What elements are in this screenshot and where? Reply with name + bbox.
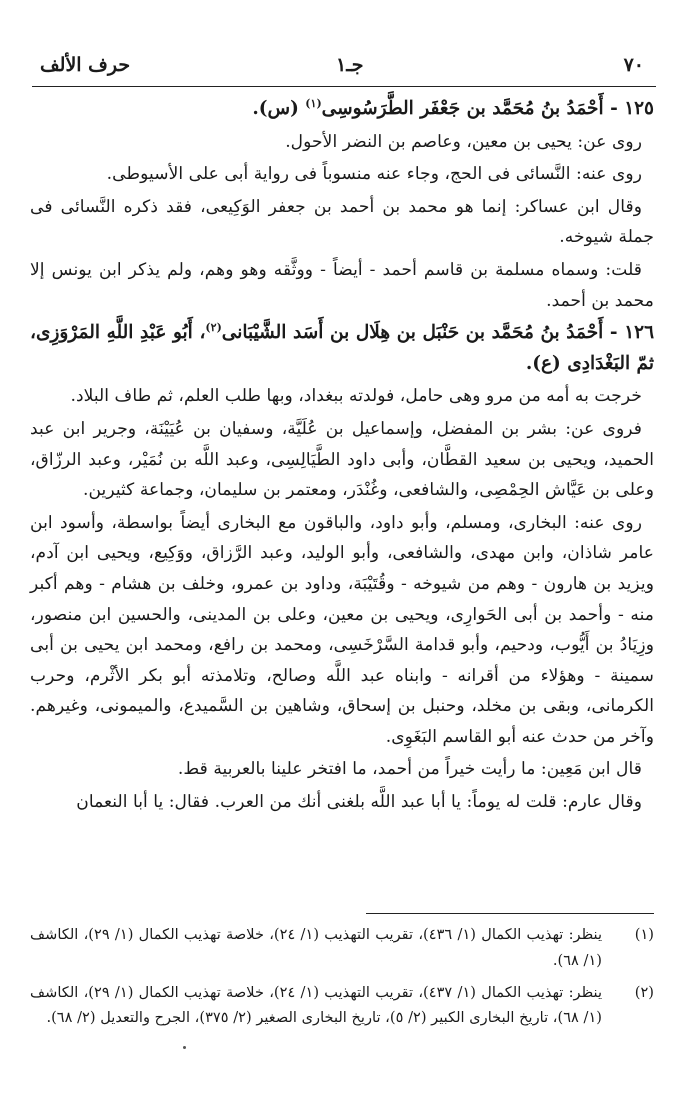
section-title: حرف الألف: [40, 54, 131, 76]
footnotes: [30, 922, 654, 1031]
footnote-1: [30, 922, 654, 974]
paragraph: خرجت به أمه من مرو وهى حامل، فولدته ببغداد، وبها طلب العلم، ثم طاف البلاد.: [70, 386, 642, 407]
footnote-separator: [366, 913, 654, 914]
footnote-number: (٢): [634, 983, 654, 1001]
running-header: [40, 50, 644, 84]
paragraph: قال ابن مَعِين: ما رأيت خيراً من أحمد، ما افتخر علينا بالعربية قط.: [177, 759, 642, 780]
entry-125-title: ١٢٥ - أَحْمَدُ بنُ مُحَمَّد بن جَعْفَر الطَّرَسُوسِى$^{(١)}$ (س).: [252, 96, 654, 119]
volume-label: جـ١: [336, 54, 364, 76]
paragraph: فروى عن: بشر بن المفضل، وإسماعيل بن عُلَيَّة، وسفيان بن عُيَيْنَة، وجرير ابن عبد الحميد، ويحيى بن سعيد القطَّان، وأبى داود الطَّيَالِسِى، وعبد اللَّه بن نُمَيْر، وعبد الرزّاق، وعلى بن عَيَّاش الحِمْصِى، والشافعى، وغُنْدَر، ومعتمر بن سليمان، وجماعة كثيرين.: [30, 418, 654, 501]
header-rule: [32, 86, 656, 87]
footnote-text: ينظر: تهذيب الكمال (١/ ٤٣٦)، تقريب التهذيب (١/ ٢٤)، خلاصة تهذيب الكمال (١/ ٢٩)، الكاشف (١/ ٦٨).: [30, 926, 603, 969]
paragraph: وقال ابن عساكر: إنما هو محمد بن أحمد بن جعفر الوَكِيعى، فقد ذكره النَّسائى فى جملة شيوخه.: [30, 196, 654, 248]
paragraph: روى عنه: النَّسائى فى الحج، وجاء عنه منسوباً فى رواية أبى على الأسيوطى.: [106, 164, 642, 185]
main-text: [30, 94, 654, 818]
footnote-text: ينظر: تهذيب الكمال (١/ ٤٣٧)، تقريب التهذيب (١/ ٢٤)، خلاصة تهذيب الكمال (١/ ٢٩)، الكاشف (١/ ٦٨)، تاريخ البخارى الكبير (٢/ ٥)، تاريخ البخارى الصغير (٢/ ٣٧٥)، الجرح والتعديل (٢/ ٦٨).: [30, 983, 603, 1027]
paragraph: روى عن: يحيى بن معين، وعاصم بن النضر الأحول.: [285, 131, 642, 152]
footnote-2: [30, 980, 654, 1032]
footnote-number: (١): [634, 926, 654, 943]
entry-126-title: ١٢٦ - أَحْمَدُ بنُ مُحَمَّد بن حَنْبَل بن هِلَال بن أَسَد الشَّيْبَانى$^{(٢)}$، أَبُو عَبْدِ اللَّهِ المَرْوَزِى، ثمّ البَغْدَادِى (ع).: [30, 321, 655, 374]
paragraph: روى عنه: البخارى، ومسلم، وأبو داود، والباقون مع البخارى أيضاً بواسطة، وأسود ابن عامر شاذان، وابن مهدى، والشافعى، وأبو الوليد، وعبد الرَّزاق، ووَكِيع، ويحيى ابن آدم، ويزيد بن هارون - وهم من شيوخه - وقُتَيْبَة، وداود بن عمرو، وخلف بن هشام - وهم أكبر منه - وأحمد بن أبى الحَوارِى، ويحيى بن معين، وعلى بن المدينى، والحسين ابن منصور، وزِيَادُ بن أَيُّوب، ودحيم، وأبو قدامة السَّرْخَسِى، ومحمد بن رافع، ومحمد ابن يحيى بن أبى سمينة - وهؤلاء من أقرانه - وابناه عبد اللَّه وصالح، وتلامذته أبو بكر الأثْرم، وحرب الكرمانى، وبقى بن مخلد، وحنبل بن إسحاق، وشاهين بن السَّميدع، والميمونى، وغيرهم. وآخر من حدث عنه أبو القاسم البَغَوِى.: [30, 512, 654, 747]
print-speck: [183, 1046, 186, 1049]
paragraph: قلت: وسماه مسلمة بن قاسم أحمد - أيضاً - ووثَّقه وهو وهم، ولم يذكر ابن يونس إلا محمد بن أحمد.: [30, 259, 654, 311]
footnote-ref-2: (٢): [205, 321, 222, 334]
footnote-ref-1: (١): [305, 96, 322, 110]
paragraph: وقال عارم: قلت له يوماً: يا أبا عبد اللَّه بلغنى أنك من العرب. فقال: يا أبا النعمان: [76, 792, 642, 813]
page-number: ٧٠: [623, 54, 644, 76]
